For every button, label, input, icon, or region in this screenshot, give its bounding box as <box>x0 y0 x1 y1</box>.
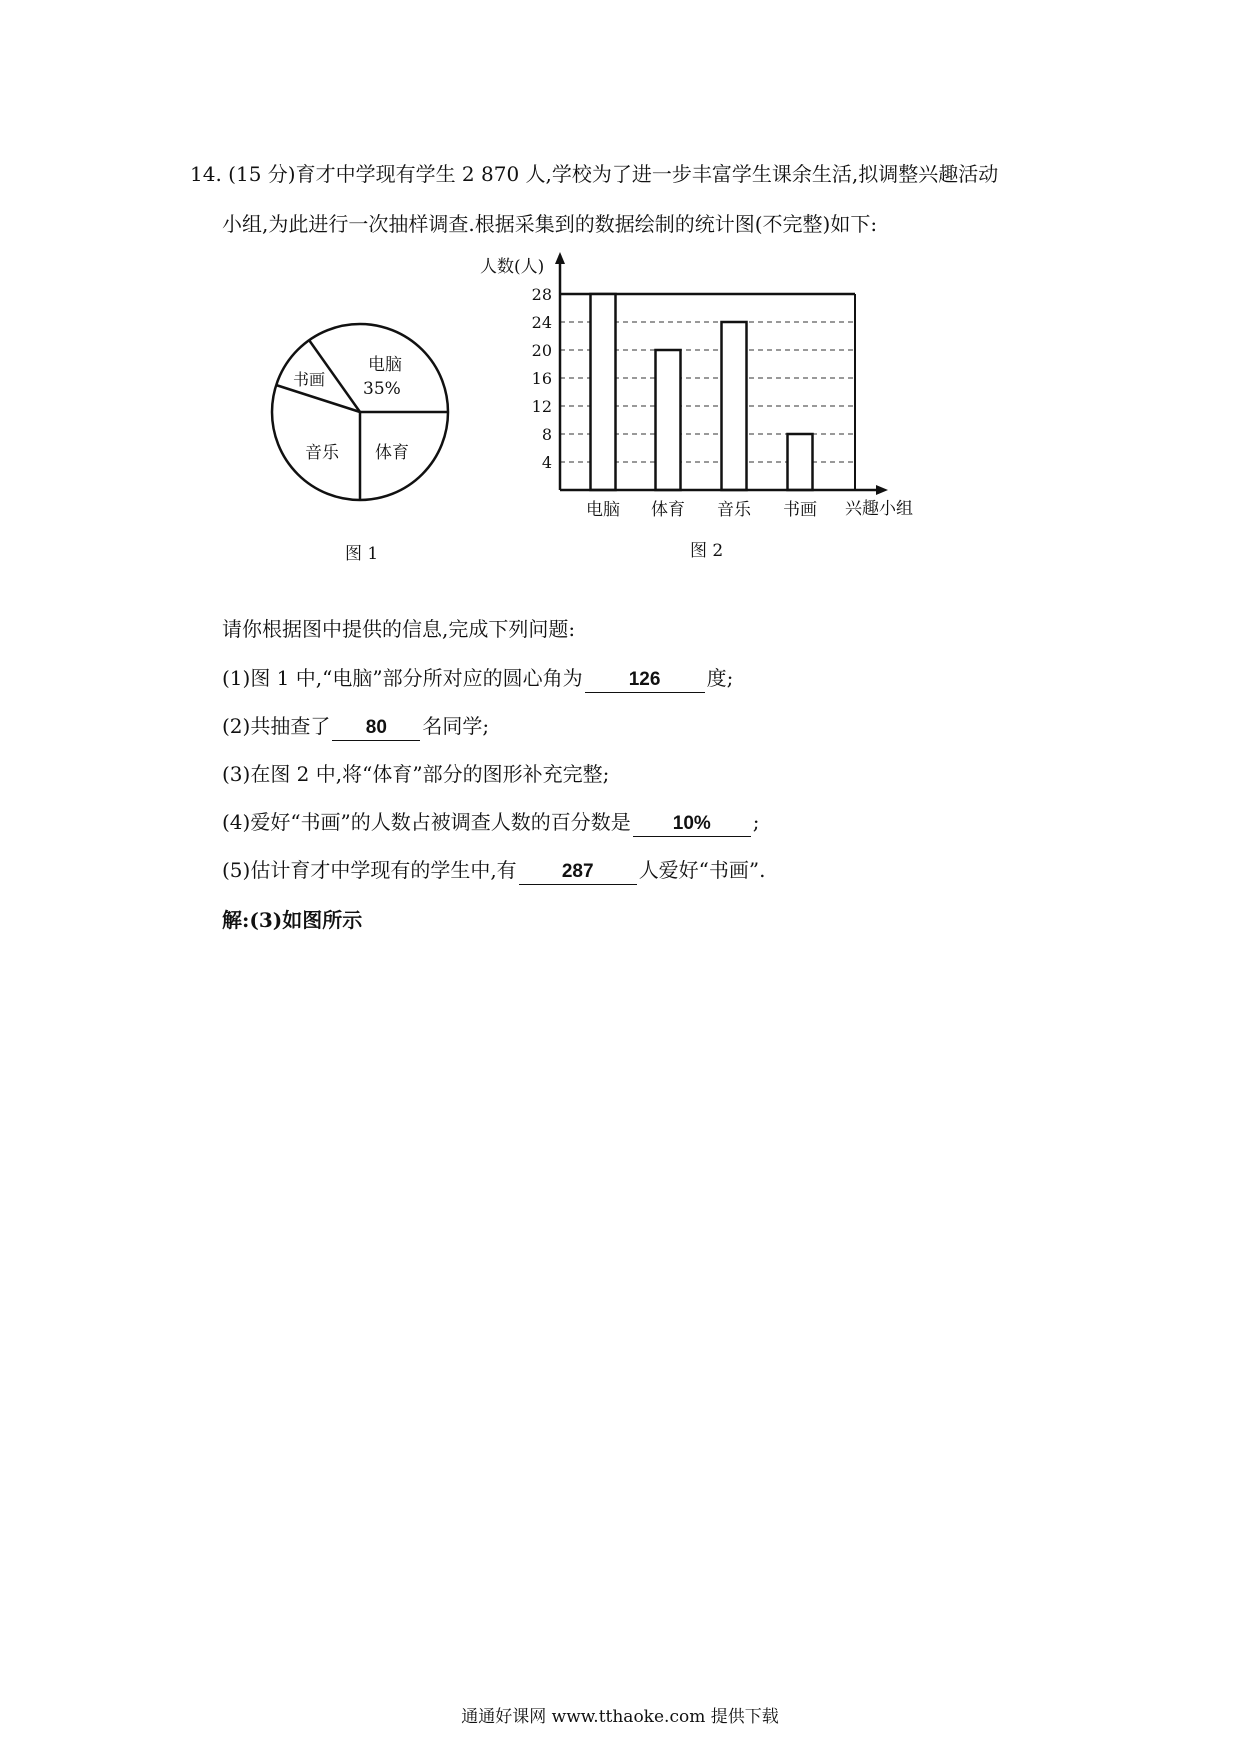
question-5 <box>222 856 766 885</box>
question-1 <box>222 664 733 693</box>
footer-text: 通通好课网 www.tthaoke.com 提供下载 <box>461 1707 779 1727</box>
bar <box>591 294 616 490</box>
q1-suffix: 度; <box>706 666 734 690</box>
q4-text: (4)爱好“书画”的人数占被调查人数的百分数是 <box>222 810 631 834</box>
q1-text: (1)图 1 中,“电脑”部分所对应的圆心角为 <box>222 666 583 690</box>
y-tick-label: 12 <box>531 397 552 416</box>
solution-text: 解:(3)如图所示 <box>222 908 363 932</box>
q2-answer: 80 <box>332 716 420 741</box>
y-tick-label: 4 <box>541 453 552 472</box>
q4-answer: 10% <box>633 812 751 837</box>
pie-label-computer: 电脑 <box>368 355 402 375</box>
q2-suffix: 名同学; <box>422 714 490 738</box>
x-axis-arrow <box>876 485 888 495</box>
q1-answer: 126 <box>585 668 705 693</box>
pie-label-computer-pct: 35% <box>363 379 401 399</box>
pie-label-calligraphy: 书画 <box>293 370 326 389</box>
pie-label-sports: 体育 <box>375 443 409 463</box>
prompt-text: 请你根据图中提供的信息,完成下列问题: <box>222 617 576 641</box>
bar <box>722 322 747 490</box>
y-tick-label: 24 <box>531 313 552 332</box>
x-category-label: 电脑 <box>586 500 620 520</box>
question-2 <box>222 712 489 741</box>
bar-chart <box>470 250 913 540</box>
x-category-label: 体育 <box>651 500 685 520</box>
x-axis-label: 兴趣小组 <box>845 499 913 519</box>
pie-chart <box>250 300 490 530</box>
q4-suffix: ; <box>752 810 760 834</box>
y-axis-label: 人数(人) <box>480 257 545 277</box>
bar <box>788 434 813 490</box>
x-category-label: 音乐 <box>717 500 751 520</box>
question-line-1: 14. (15 分)育才中学现有学生 2 870 人,学校为了进一步丰富学生课余生活,拟调整兴趣活动 <box>190 162 999 186</box>
pie-label-music: 音乐 <box>305 443 339 463</box>
figure2-caption: 图 2 <box>690 541 724 561</box>
question-line-2: 小组,为此进行一次抽样调查.根据采集到的数据绘制的统计图(不完整)如下: <box>222 212 878 236</box>
y-tick-label: 20 <box>531 341 552 360</box>
question-4 <box>222 808 760 837</box>
q5-text: (5)估计育才中学现有的学生中,有 <box>222 858 517 882</box>
y-axis-arrow <box>555 252 565 264</box>
bar <box>656 350 681 490</box>
figure1-caption: 图 1 <box>345 544 379 564</box>
x-category-label: 书画 <box>783 500 817 520</box>
y-tick-label: 16 <box>531 369 552 388</box>
y-tick-label: 8 <box>541 425 552 444</box>
q2-text: (2)共抽查了 <box>222 714 331 738</box>
q5-answer: 287 <box>519 860 637 885</box>
y-tick-label: 28 <box>531 285 552 304</box>
question-3: (3)在图 2 中,将“体育”部分的图形补充完整; <box>222 762 610 786</box>
q5-suffix: 人爱好“书画”. <box>638 858 766 882</box>
